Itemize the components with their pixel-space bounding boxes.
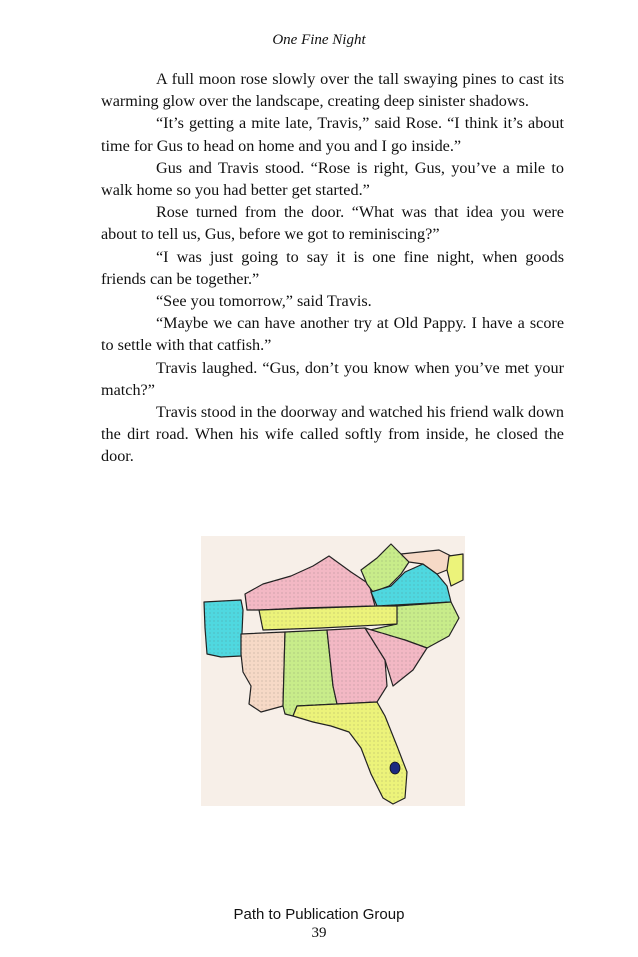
map-state-new-jersey	[447, 554, 463, 586]
paragraph: “See you tomorrow,” said Travis.	[156, 292, 372, 311]
page-number: 39	[311, 925, 327, 941]
story-text	[101, 68, 564, 468]
map-svg	[201, 536, 465, 806]
paragraph: Rose turned from the door. “What was that idea you were about to tell us, Gus, before we got to reminiscing?”	[101, 203, 564, 244]
page-footer	[0, 905, 638, 943]
paragraph: “I was just going to say it is one fine night, when goods friends can be together.”	[101, 247, 564, 288]
publisher-name: Path to Publication Group	[233, 906, 405, 923]
paragraph: A full moon rose slowly over the tall swaying pines to cast its warming glow over the landscape, creating deep sinister shadows.	[101, 70, 564, 111]
running-header: One Fine Night	[272, 32, 366, 48]
paragraph: Travis stood in the doorway and watched his friend walk down the dirt road. When his wife called softly from inside, he closed the door.	[101, 403, 564, 466]
southeast-us-map-illustration	[201, 536, 465, 806]
paragraph: “It’s getting a mite late, Travis,” said Rose. “I think it’s about time for Gus to head on home and you and I go inside.”	[101, 114, 564, 155]
map-lake	[390, 762, 400, 774]
paragraph: Travis laughed. “Gus, don’t you know when you’ve met your match?”	[101, 358, 564, 399]
paragraph: “Maybe we can have another try at Old Pappy. I have a score to settle with that catfish.”	[101, 314, 564, 355]
paragraph: Gus and Travis stood. “Rose is right, Gus, you’ve a mile to walk home so you had better get started.”	[101, 158, 564, 200]
